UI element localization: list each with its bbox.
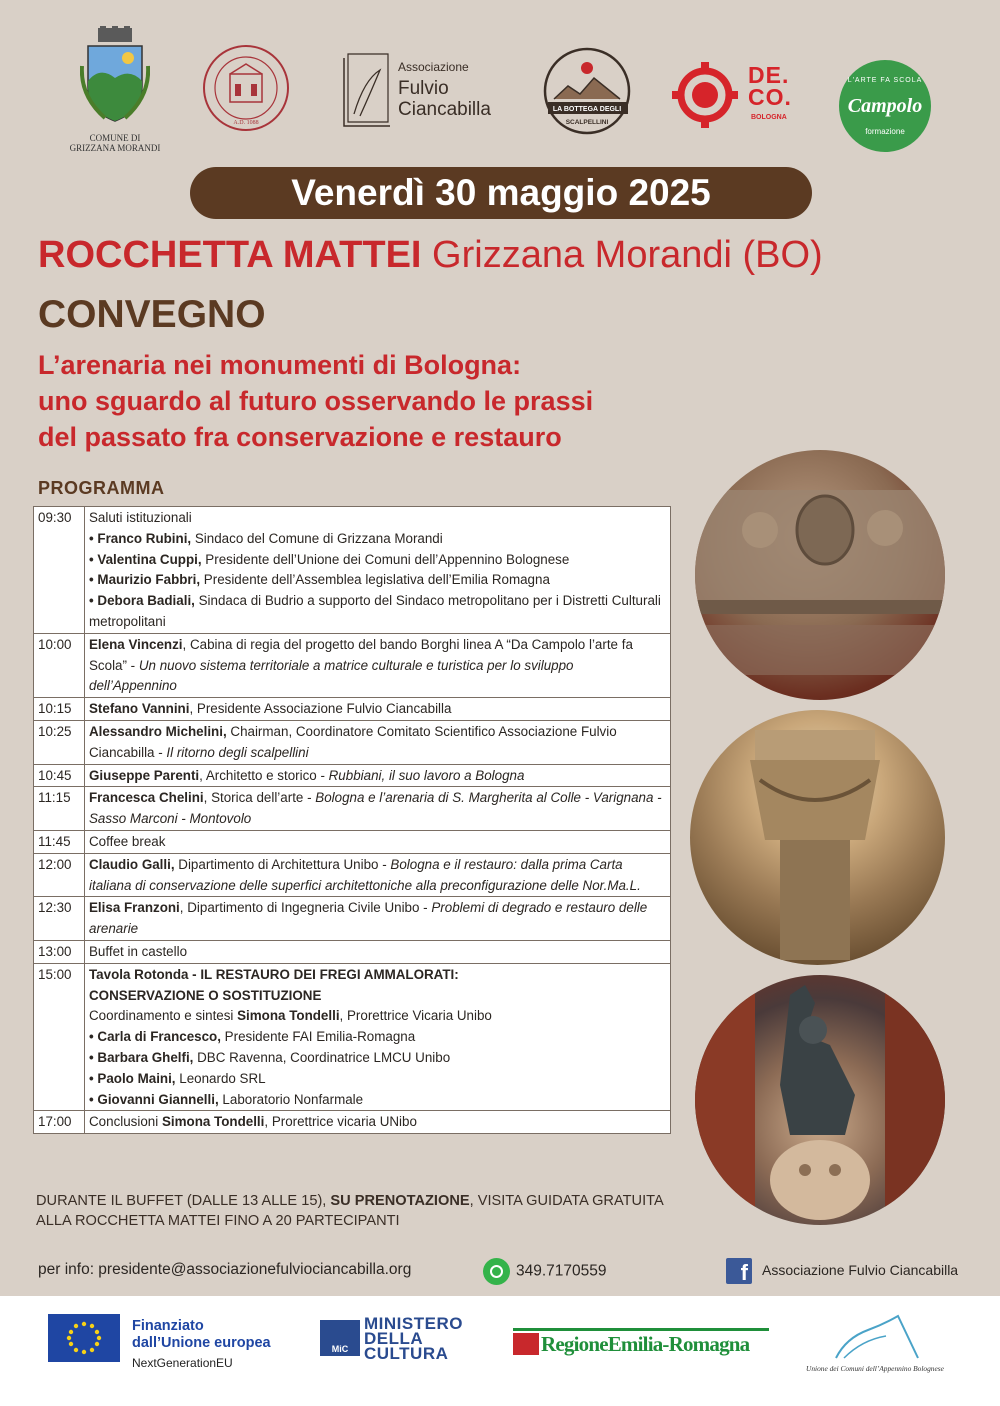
program-time: 12:00 [34, 853, 85, 897]
program-entry: Stefano Vannini, Presidente Associazione Fulvio Ciancabilla [85, 698, 671, 721]
svg-text:L'ARTE FA SCOLA: L'ARTE FA SCOLA [847, 77, 923, 84]
program-entry: Tavola Rotonda - IL RESTAURO DEI FREGI AMMALORATI: CONSERVAZIONE O SOSTITUZIONE Coordinamento e sintesi Simona Tondelli, Prorettrice Vicaria Unibo • Carla di Francesco, Presidente FAI Emilia-Romagna • Barbara Ghelfi, DBC Ravenna, Coordinatrice LMCU Unibo • Paolo Maini, Leonardo SRL • Giovanni Giannelli, Laboratorio Nonfarmale [85, 963, 671, 1111]
capital-image-icon [690, 710, 945, 965]
program-entry: Giuseppe Parenti, Architetto e storico - Rubbiani, il suo lavoro a Bologna [85, 764, 671, 787]
program-time: 11:15 [34, 787, 85, 831]
unione-comuni-appennino-logo: Unione dei Comuni dell’Appennino Bolognese [806, 1308, 956, 1388]
program-entry: Conclusioni Simona Tondelli, Prorettrice vicaria UNibo [85, 1111, 671, 1134]
contact-phone[interactable] [483, 1258, 607, 1282]
program-time: 10:45 [34, 764, 85, 787]
program-time: 09:30 [34, 507, 85, 634]
program-row [34, 940, 671, 963]
partner-logos-top [40, 18, 960, 168]
program-row [34, 507, 671, 634]
bottega-circle-icon [540, 44, 635, 139]
frieze-image-icon [695, 450, 945, 700]
program-entry: Saluti istituzionali • Franco Rubini, Sindaco del Comune di Grizzana Morandi • Valentina Cuppi, Presidente dell’Unione dei Comuni dell’Appennino Bolognese • Maurizio Fabbri, Presidente dell’Assemblea legislativa dell’Emilia Romagna • Debora Badiali, Sindaca di Budrio a supporto del Sindaco metropolitano per i Distretti Culturali metropolitani [85, 507, 671, 634]
program-time: 12:30 [34, 897, 85, 941]
program-entry: Francesca Chelini, Storica dell’arte - Bologna e l’arenaria di S. Margherita al Colle - Varignana - Sasso Marconi - Montovolo [85, 787, 671, 831]
deco-bologna-logo [672, 62, 792, 132]
program-time: 17:00 [34, 1111, 85, 1134]
program-entry: Buffet in castello [85, 940, 671, 963]
comune-caption: COMUNE DI GRIZZANA MORANDI [69, 133, 161, 153]
event-type-heading: CONVEGNO [38, 293, 266, 336]
program-time: 10:00 [34, 633, 85, 697]
program-entry: Alessandro Michelini, Chairman, Coordinatore Comitato Scientifico Associazione Fulvio Ciancabilla - Il ritorno degli scalpellini [85, 720, 671, 764]
statue-image-icon [695, 975, 945, 1225]
program-row [34, 764, 671, 787]
fulvio-book-icon [340, 50, 394, 130]
svg-text:LA BOTTEGA DEGLI: LA BOTTEGA DEGLI [552, 106, 622, 113]
venue-line [38, 228, 823, 282]
program-time: 11:45 [34, 830, 85, 853]
program-heading: PROGRAMMA [38, 478, 165, 498]
program-row [34, 853, 671, 897]
program-row [34, 963, 671, 1111]
program-time: 10:25 [34, 720, 85, 764]
eu-funding-text: Finanziato dall’Unione europea NextGenerationEU [132, 1318, 271, 1370]
photo-stone-capital [690, 710, 945, 965]
whatsapp-icon [483, 1258, 510, 1285]
deco-title: DE. CO. [748, 62, 792, 110]
phone-number: 349.7170559 [516, 1262, 607, 1280]
program-table [33, 506, 671, 1134]
conference-title: L’arenaria nei monumenti di Bologna: uno sguardo al futuro osservando le prassi del passato fra conservazione e restauro [38, 350, 594, 452]
facebook-page-name: Associazione Fulvio Ciancabilla [762, 1262, 959, 1278]
deco-city: BOLOGNA [751, 114, 787, 121]
contact-email[interactable]: per info: presidente@associazionefulviociancabilla.org [38, 1261, 412, 1278]
photo-sculpted-frieze [695, 450, 945, 700]
unibo-seal-icon [202, 44, 290, 132]
program-row [34, 633, 671, 697]
mic-text: MINISTERO DELLA CULTURA [364, 1314, 463, 1363]
eu-flag-icon [48, 1314, 120, 1362]
campolo-circle-icon [837, 58, 933, 154]
footer-sponsors [0, 1296, 1000, 1406]
svg-text:formazione: formazione [865, 127, 905, 136]
comune-grizzana-logo [65, 26, 165, 153]
program-time: 15:00 [34, 963, 85, 1111]
regione-emilia-romagna-logo [513, 1328, 769, 1356]
regione-flag-icon [513, 1333, 539, 1355]
program-row [34, 720, 671, 764]
svg-text:A.D. 1088: A.D. 1088 [233, 120, 259, 126]
event-date-banner: Venerdì 30 maggio 2025 [190, 167, 812, 219]
program-time: 10:15 [34, 698, 85, 721]
venue-place: Grizzana Morandi (BO) [432, 234, 823, 276]
fulvio-associazione-label: Associazione [398, 60, 469, 74]
comune-coat-of-arms-icon [80, 26, 150, 126]
program-entry: Coffee break [85, 830, 671, 853]
program-row [34, 897, 671, 941]
program-row [34, 830, 671, 853]
program-time: 13:00 [34, 940, 85, 963]
regione-name: RegioneEmilia-Romagna [541, 1332, 750, 1356]
bottega-scalpellini-logo [540, 44, 635, 144]
unibo-seal-logo [202, 44, 290, 137]
venue-name: ROCCHETTA MATTEI [38, 234, 422, 276]
program-entry: Elisa Franzoni, Dipartimento di Ingegneria Civile Unibo - Problemi di degrado e restauro delle arenarie [85, 897, 671, 941]
svg-text:SCALPELLINI: SCALPELLINI [565, 119, 609, 126]
program-row [34, 698, 671, 721]
fulvio-name: Fulvio Ciancabilla [398, 78, 491, 120]
program-entry: Claudio Galli, Dipartimento di Architettura Unibo - Bologna e il restauro: dalla prima Carta italiana di conservazione delle superfici architettoniche alla preconfigurazione delle Nor.Ma.L. [85, 853, 671, 897]
deco-sun-icon [672, 62, 738, 128]
contact-facebook[interactable] [726, 1258, 959, 1286]
facebook-icon: f [726, 1258, 752, 1284]
campolo-formazione-logo [837, 58, 933, 159]
program-entry: Elena Vincenzi, Cabina di regia del progetto del bando Borghi linea A “Da Campolo l’arte fa Scola” - Un nuovo sistema territoriale a matrice culturale e turistica per lo sviluppo dell’Appennino [85, 633, 671, 697]
mic-badge-icon: MiC [320, 1320, 360, 1356]
associazione-fulvio-ciancabilla-logo [340, 50, 520, 140]
svg-text:Campolo: Campolo [847, 95, 923, 117]
unione-mountain-icon [806, 1308, 956, 1364]
program-row [34, 1111, 671, 1134]
program-row [34, 787, 671, 831]
photo-bronze-statue [695, 975, 945, 1225]
buffet-visit-note: DURANTE IL BUFFET (DALLE 13 ALLE 15), SU PRENOTAZIONE, VISITA GUIDATA GRATUITA ALLA ROCCHETTA MATTEI FINO A 20 PARTECIPANTI [36, 1193, 663, 1229]
